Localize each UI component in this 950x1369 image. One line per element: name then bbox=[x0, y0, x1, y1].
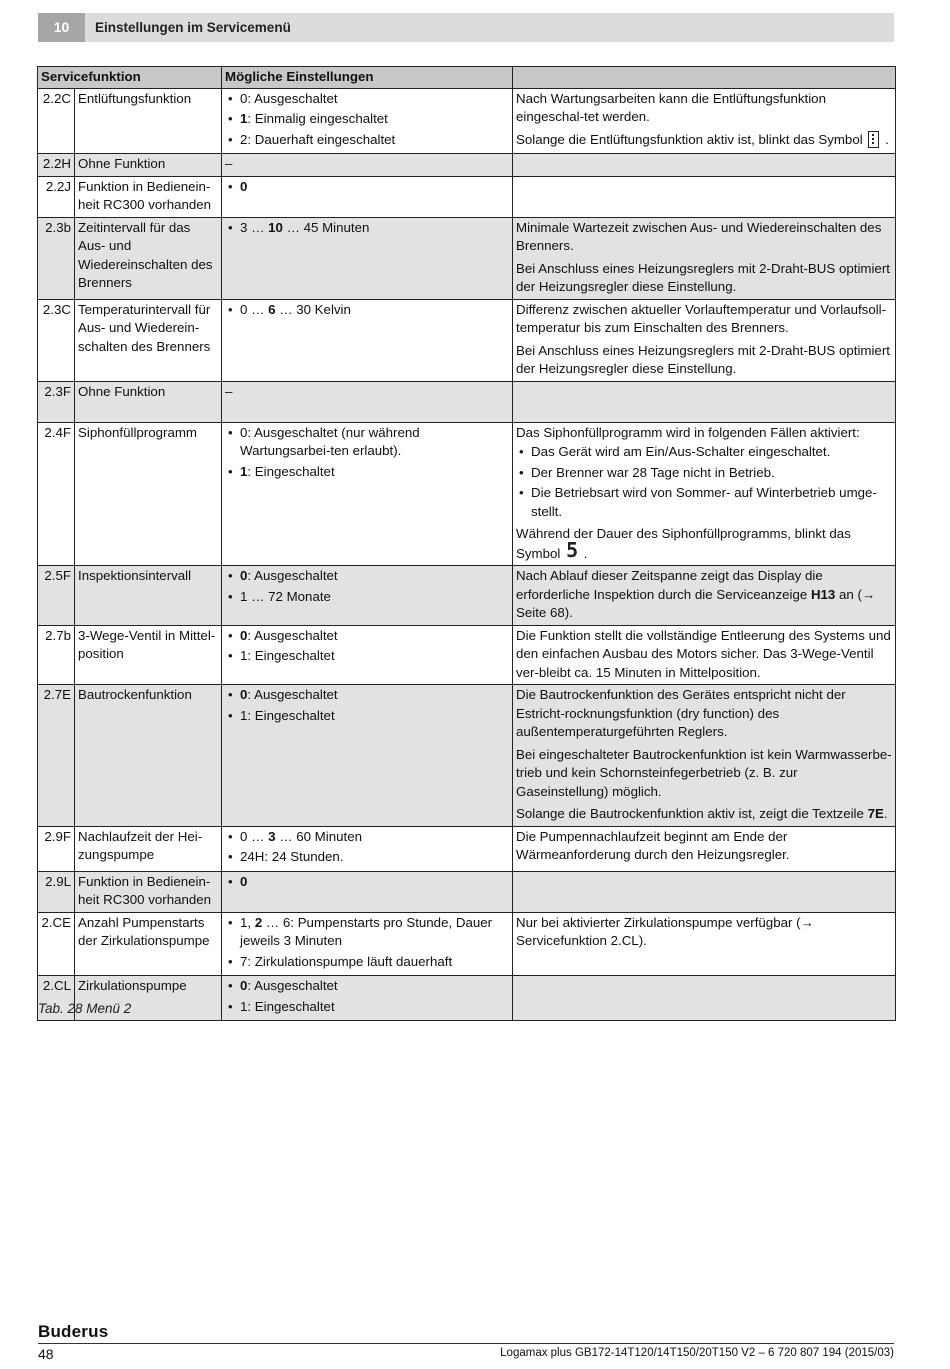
list-item: • 0: Ausgeschaltet bbox=[225, 567, 509, 586]
function-code: 2.9F bbox=[38, 826, 75, 871]
description-cell: Minimale Wartezeit zwischen Aus- und Wiedereinschalten des Brenners. Bei Anschluss eines Heizungsreglers mit 2-Draht-BUS optimiert der Heizungsregler diese Einstellung. bbox=[513, 217, 896, 299]
settings-cell bbox=[222, 912, 513, 976]
table-row bbox=[38, 566, 896, 626]
table-header-row bbox=[38, 67, 896, 89]
settings-cell: – bbox=[222, 154, 513, 177]
description-cell bbox=[513, 381, 896, 422]
description-cell: Die Funktion stellt die vollständige Entleerung des Systems und den einfachen Ausbau des Motors sicher. Das 3-Wege-Ventil ver-bleibt ca. 15 Minuten in Mittelposition. bbox=[513, 625, 896, 685]
list-item: • 1 … 72 Monate bbox=[225, 588, 509, 607]
description-cell bbox=[513, 154, 896, 177]
settings-cell: – bbox=[222, 381, 513, 422]
list-item: • 1: Einmalig eingeschaltet bbox=[225, 110, 509, 129]
function-name: Zeitintervall für das Aus- und Wiedereinschalten des Brenners bbox=[75, 217, 222, 299]
table-row bbox=[38, 912, 896, 976]
table-row bbox=[38, 625, 896, 685]
list-item: • 0 … 3 … 60 Minuten bbox=[225, 828, 509, 847]
function-code: 2.3F bbox=[38, 381, 75, 422]
table-row bbox=[38, 826, 896, 871]
list-item: • Der Brenner war 28 Tage nicht in Betrieb. bbox=[516, 464, 892, 483]
table-row bbox=[38, 976, 896, 1021]
list-item: • 1: Eingeschaltet bbox=[225, 463, 509, 482]
settings-cell bbox=[222, 88, 513, 154]
table-row bbox=[38, 88, 896, 154]
list-item: • 3 … 10 … 45 Minuten bbox=[225, 219, 509, 238]
function-name: Entlüftungsfunktion bbox=[75, 88, 222, 154]
description-cell: Die Bautrockenfunktion des Gerätes entspricht nicht der Estricht-rocknungsfunktion (dry function) des außentemperaturgeführten Reglers. Bei eingeschalteter Bautrockenfunktion ist kein Warmwasserbe-trieb und kein Schornsteinfegerbetrieb (z. B. zur Gaseinstellung) möglich. Solange die Bautrockenfunktion aktiv ist, zeigt die Textzeile 7E. bbox=[513, 685, 896, 827]
description-cell bbox=[513, 871, 896, 912]
list-item: • 1, 2 … 6: Pumpenstarts pro Stunde, Dauer jeweils 3 Minuten bbox=[225, 914, 509, 951]
list-item: • 0: Ausgeschaltet bbox=[225, 90, 509, 109]
table-row bbox=[38, 685, 896, 827]
vent-symbol-icon bbox=[868, 131, 879, 148]
list-item: • 0: Ausgeschaltet bbox=[225, 977, 509, 996]
function-code: 2.4F bbox=[38, 422, 75, 566]
table-caption: Tab. 28 Menü 2 bbox=[38, 1001, 132, 1016]
function-code: 2.7E bbox=[38, 685, 75, 827]
table-row bbox=[38, 422, 896, 566]
function-name: Funktion in Bedienein-heit RC300 vorhanden bbox=[75, 871, 222, 912]
function-name: Bautrockenfunktion bbox=[75, 685, 222, 827]
function-code: 2.2J bbox=[38, 176, 75, 217]
column-header: Mögliche Einstellungen bbox=[222, 67, 513, 89]
function-code: 2.3b bbox=[38, 217, 75, 299]
description-cell: Nur bei aktivierter Zirkulationspumpe verfügbar (→ Servicefunktion 2.CL). bbox=[513, 912, 896, 976]
settings-cell bbox=[222, 299, 513, 381]
settings-cell bbox=[222, 176, 513, 217]
column-header: Servicefunktion bbox=[38, 67, 222, 89]
function-name: Funktion in Bedienein-heit RC300 vorhanden bbox=[75, 176, 222, 217]
description-cell bbox=[513, 176, 896, 217]
settings-cell bbox=[222, 566, 513, 626]
description-cell: Die Pumpennachlaufzeit beginnt am Ende der Wärmeanforderung durch den Heizungsregler. bbox=[513, 826, 896, 871]
service-menu-table bbox=[37, 66, 896, 1021]
function-code: 2.CE bbox=[38, 912, 75, 976]
description-cell: Nach Ablauf dieser Zeitspanne zeigt das Display die erforderliche Inspektion durch die Serviceanzeige H13 an (→ Seite 68). bbox=[513, 566, 896, 626]
function-name: Siphonfüllprogramm bbox=[75, 422, 222, 566]
description-cell: Nach Wartungsarbeiten kann die Entlüftungsfunktion eingeschal-tet werden. Solange die Entlüftungsfunktion aktiv ist, blinkt das Symbol . bbox=[513, 88, 896, 154]
list-item: • 0: Ausgeschaltet bbox=[225, 686, 509, 705]
table-row bbox=[38, 299, 896, 381]
settings-cell bbox=[222, 826, 513, 871]
list-item: • 1: Eingeschaltet bbox=[225, 647, 509, 666]
list-item: • 0: Ausgeschaltet (nur während Wartungsarbei-ten erlaubt). bbox=[225, 424, 509, 461]
function-code: 2.CL bbox=[38, 976, 75, 1021]
function-name: Nachlaufzeit der Hei-zungspumpe bbox=[75, 826, 222, 871]
description-cell bbox=[513, 976, 896, 1021]
table-row bbox=[38, 176, 896, 217]
function-code: 2.2H bbox=[38, 154, 75, 177]
section-title: Einstellungen im Servicemenü bbox=[95, 20, 291, 35]
list-item: • 0 bbox=[225, 178, 509, 197]
settings-cell bbox=[222, 685, 513, 827]
function-code: 2.3C bbox=[38, 299, 75, 381]
table-row bbox=[38, 381, 896, 422]
list-item: • 0 bbox=[225, 873, 509, 892]
list-item: • 2: Dauerhaft eingeschaltet bbox=[225, 131, 509, 150]
description-cell: Differenz zwischen aktueller Vorlauftemperatur und Vorlaufsoll-temperatur bis zum Einschalten des Brenners. Bei Anschluss eines Heizungsreglers mit 2-Draht-BUS optimiert der Heizungsregler diese Einstellung. bbox=[513, 299, 896, 381]
function-name: Ohne Funktion bbox=[75, 381, 222, 422]
function-name: Temperaturintervall für Aus- und Wiederein-schalten des Brenners bbox=[75, 299, 222, 381]
function-code: 2.2C bbox=[38, 88, 75, 154]
function-name: Anzahl Pumpenstarts der Zirkulationspumpe bbox=[75, 912, 222, 976]
function-name: Ohne Funktion bbox=[75, 154, 222, 177]
list-item: • 1: Eingeschaltet bbox=[225, 998, 509, 1017]
list-item: • Die Betriebsart wird von Sommer- auf Winterbetrieb umge-stellt. bbox=[516, 484, 892, 521]
function-name: Zirkulationspumpe bbox=[75, 976, 222, 1021]
function-name: 3-Wege-Ventil in Mittel-position bbox=[75, 625, 222, 685]
description-cell: Das Siphonfüllprogramm wird in folgenden Fällen aktiviert: • Das Gerät wird am Ein/Aus-Schalter eingeschaltet. • Der Brenner war 28 Tage nicht in Betrieb. • Die Betriebsart wird von Sommer- auf Winterbetrieb umge-stellt. Während der Dauer des Siphonfüllprogramms, blinkt das Symbol 5 . bbox=[513, 422, 896, 566]
settings-cell bbox=[222, 422, 513, 566]
settings-cell bbox=[222, 217, 513, 299]
page-number: 48 bbox=[38, 1346, 54, 1362]
table-row bbox=[38, 871, 896, 912]
table-row bbox=[38, 154, 896, 177]
list-item: • 0 … 6 … 30 Kelvin bbox=[225, 301, 509, 320]
table-row bbox=[38, 217, 896, 299]
list-item: • 7: Zirkulationspumpe läuft dauerhaft bbox=[225, 953, 509, 972]
settings-cell bbox=[222, 976, 513, 1021]
chapter-number: 10 bbox=[38, 13, 85, 42]
column-header bbox=[513, 67, 896, 89]
list-item: • 0: Ausgeschaltet bbox=[225, 627, 509, 646]
function-code: 2.9L bbox=[38, 871, 75, 912]
list-item: • Das Gerät wird am Ein/Aus-Schalter eingeschaltet. bbox=[516, 443, 892, 462]
list-item: • 1: Eingeschaltet bbox=[225, 707, 509, 726]
settings-cell bbox=[222, 871, 513, 912]
function-code: 2.5F bbox=[38, 566, 75, 626]
siphon-symbol-icon bbox=[566, 544, 578, 562]
list-item: • 24H: 24 Stunden. bbox=[225, 848, 509, 867]
settings-cell bbox=[222, 625, 513, 685]
footer-divider bbox=[38, 1343, 894, 1344]
document-reference: Logamax plus GB172-14T120/14T150/20T150 V2 – 6 720 807 194 (2015/03) bbox=[500, 1347, 894, 1359]
function-name: Inspektionsintervall bbox=[75, 566, 222, 626]
function-code: 2.7b bbox=[38, 625, 75, 685]
section-header bbox=[38, 13, 894, 42]
brand-logo: Buderus bbox=[38, 1322, 109, 1341]
